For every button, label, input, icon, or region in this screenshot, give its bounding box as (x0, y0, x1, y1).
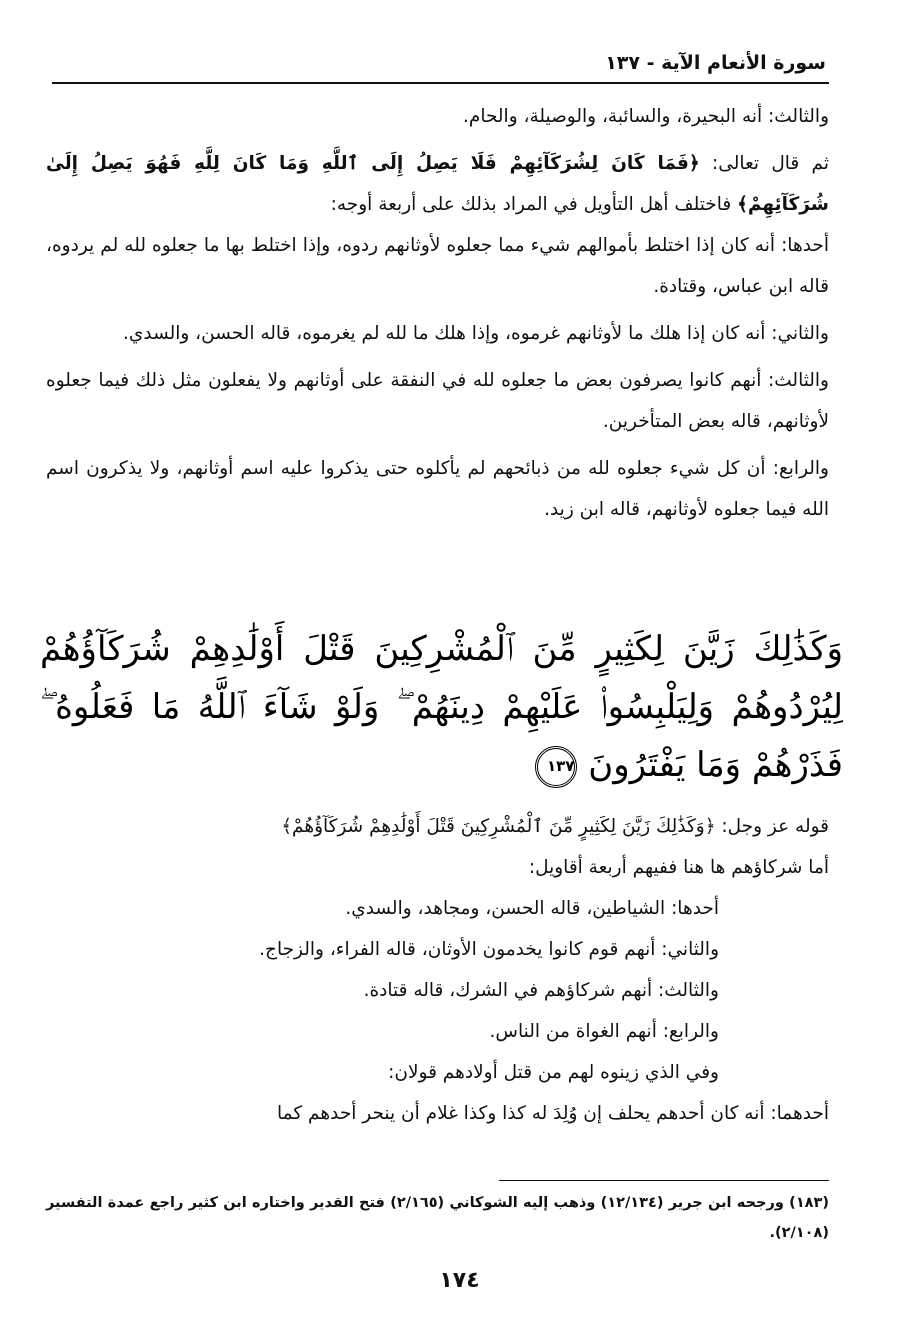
paragraph: أحدها: أنه كان إذا اختلط بأموالهم شيء مما جعلوه لأوثانهم ردوه، وإذا اختلط بها ما جعلوه لله لم يردوه، قاله ابن عباس، وقتادة. (46, 235, 829, 297)
paragraph (46, 806, 829, 847)
footnote-divider (499, 1180, 829, 1181)
paragraph-prefix: قوله عز وجل: (715, 816, 829, 837)
quran-quote: ﴿وَكَذَٰلِكَ زَيَّنَ لِكَثِيرٍ مِّنَ ٱلْمُشْرِكِينَ قَتْلَ أَوْلَٰدِهِمْ شُرَكَآؤُهُمْ﴾ (281, 816, 716, 837)
running-header: سورة الأنعام الآية - ١٣٧ (605, 52, 826, 74)
verse-text: وَكَذَٰلِكَ زَيَّنَ لِكَثِيرٍ مِّنَ ٱلْمُشْرِكِينَ قَتْلَ أَوْلَٰدِهِمْ شُرَكَآؤُهُمْ لِيُرْدُوهُمْ وَلِيَلْبِسُوا۟ عَلَيْهِمْ دِينَهُمْ ۖ وَلَوْ شَآءَ ٱللَّهُ مَا فَعَلُوهُ ۖ فَذَرْهُمْ وَمَا يَفْتَرُونَ (40, 629, 843, 785)
footnote: (١٨٣) ورجحه ابن جرير (١٢/١٣٤) وذهب إليه الشوكاني (٢/١٦٥) فتح القدير واختاره ابن كثير راجع عمدة التفسير (٢/١٠٨). (46, 1195, 830, 1241)
paragraph-suffix: فاختلف أهل التأويل في المراد بذلك على أربعة أوجه: (330, 194, 738, 215)
paragraph: والرابع: أن كل شيء جعلوه لله من ذبائحهم لم يأكلوه حتى يذكروا عليه اسم أوثانهم، ولا يذكرون اسم الله فيما جعلوه لأوثانهم، قاله ابن زيد. (46, 458, 829, 520)
paragraph: والثالث: أنهم كانوا يصرفون بعض ما جعلوه لله في النفقة على أوثانهم ولا يفعلون مثل ذلك فيما جعلوه لأوثانهم، قاله بعض المتأخرين. (46, 370, 829, 432)
ayah-number-marker: ١٣٧ (535, 746, 577, 788)
paragraph: أحدهما: أنه كان أحدهم يحلف إن وُلِدَ له كذا وكذا غلام أن ينحر أحدهم كما (277, 1103, 829, 1124)
list-item: وفي الذي زينوه لهم من قتل أولادهم قولان: (388, 1062, 719, 1083)
list-item: والرابع: أنهم الغواة من الناس. (489, 1021, 719, 1042)
quran-quote: ﴿فَمَا كَانَ لِشُرَكَآئِهِمْ فَلَا يَصِلُ إِلَى ٱللَّهِ وَمَا كَانَ لِلَّهِ فَهُوَ يَصِلُ إِلَىٰ شُرَكَآئِهِمْ﴾ (46, 153, 829, 215)
paragraph-prefix: ثم قال تعالى: (699, 153, 829, 174)
paragraph: أما شركاؤهم ها هنا ففيهم أربعة أقاويل: (528, 857, 829, 878)
commentary-text-bottom (46, 806, 829, 1134)
page-number: ١٧٤ (439, 1268, 480, 1293)
list-item: والثاني: أنهم قوم كانوا يخدمون الأوثان، قاله الفراء، والزجاج. (259, 939, 719, 960)
header-divider (52, 82, 829, 84)
quran-verse (40, 620, 843, 794)
commentary-text-top (46, 96, 829, 536)
paragraph: والثاني: أنه كان إذا هلك ما لأوثانهم غرموه، وإذا هلك ما لله لم يغرموه، قاله الحسن، والسدي. (123, 323, 829, 344)
list-item: والثالث: أنهم شركاؤهم في الشرك، قاله قتادة. (363, 980, 719, 1001)
paragraph (46, 143, 829, 225)
list-item: أحدها: الشياطين، قاله الحسن، ومجاهد، والسدي. (345, 898, 719, 919)
paragraph: والثالث: أنه البحيرة، والسائبة، والوصيلة، والحام. (463, 106, 829, 127)
